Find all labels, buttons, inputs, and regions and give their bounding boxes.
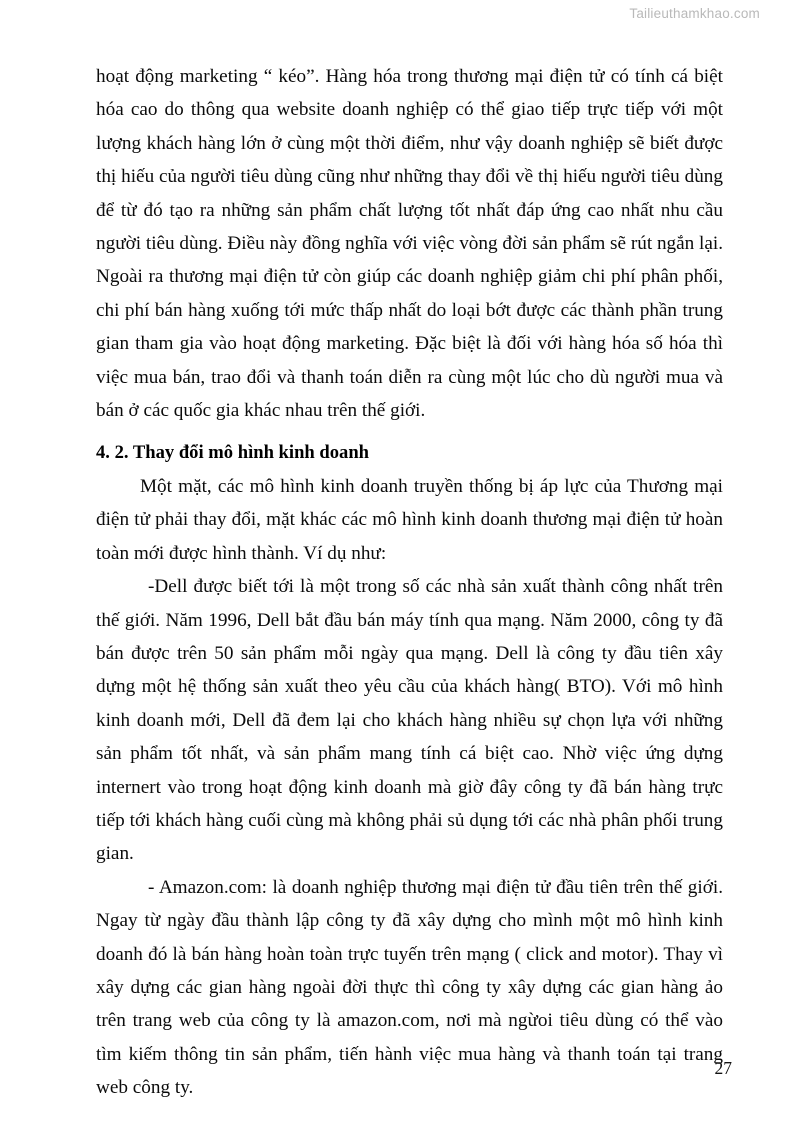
page-content [96,60,723,1105]
page-number: 27 [714,1058,732,1078]
paragraph-business-models: Một mặt, các mô hình kinh doanh truyền thống bị áp lực của Thương mại điện tử phải thay đổi, mặt khác các mô hình kinh doanh thương mại điện tử hoàn toàn mới được hình thành. Ví dụ như: [96,475,723,564]
section-heading-4-2: 4. 2. Thay đổi mô hình kinh doanh [96,442,370,464]
site-watermark: Tailieuthamkhao.com [629,6,760,21]
paragraph-marketing-keo: hoạt động marketing “ kéo”. Hàng hóa trong thương mại điện tử có tính cá biệt hóa cao do thông qua website doanh nghiệp có thể giao tiếp trực tiếp với một lượng khách hàng lớn ở cùng một thời điểm, như vậy doanh nghiệp sẽ biết được thị hiếu của người tiêu dùng cũng như những thay đổi về thị hiếu người tiêu dùng để từ đó tạo ra những sản phẩm chất lượng tốt nhất đáp ứng cao nhất nhu cầu người tiêu dùng. Điều này đồng nghĩa với việc vòng đời sản phẩm sẽ rút ngắn lại. Ngoài ra thương mại điện tử còn giúp các doanh nghiệp giảm chi phí phân phối, chi phí bán hàng xuống tới mức thấp nhất do loại bớt được các thành phần trung gian tham gia vào hoạt động marketing. Đặc biệt là đối với hàng hóa số hóa thì việc mua bán, trao đổi và thanh toán diễn ra cùng một lúc cho dù người mua và bán ở các quốc gia khác nhau trên thế giới. [96,66,724,422]
paragraph-dell-example: -Dell được biết tới là một trong số các nhà sản xuất thành công nhất trên thế giới. Năm 1996, Dell bắt đầu bán máy tính qua mạng. Năm 2000, công ty đã bán được trên 50 sản phẩm mỗi ngày qua mạng. Dell là công ty đầu tiên xây dựng một hệ thống sản xuất theo yêu cầu của khách hàng( BTO). Với mô hình kinh doanh mới, Dell đã đem lại cho khách hàng nhiều sự chọn lựa với những sản phẩm tốt nhất, và sản phẩm mang tính cá biệt cao. Nhờ việc ứng dựng internert vào trong hoạt động kinh doanh mà giờ đây công ty đã bán hàng trực tiếp tới khách hàng cuối cùng mà không phải sủ dụng tới các nhà phân phối trung gian. [96,576,723,865]
paragraph-amazon-example: - Amazon.com: là doanh nghiệp thương mại điện tử đầu tiên trên thế giới. Ngay từ ngày đầu thành lập công ty đã xây dựng cho mình một mô hình kinh doanh đó là bán hàng hoàn toàn trực tuyến trên mạng ( click and motor). Thay vì xây dựng các gian hàng ngoài đời thực thì công ty xây dựng các gian hàng ảo trên trang web của công ty là amazon.com, nơi mà ngừoi tiêu dùng có thể vào tìm kiếm thông tin sản phẩm, tiến hành việc mua hàng và thanh toán tại trang web công ty. [96,876,723,1099]
